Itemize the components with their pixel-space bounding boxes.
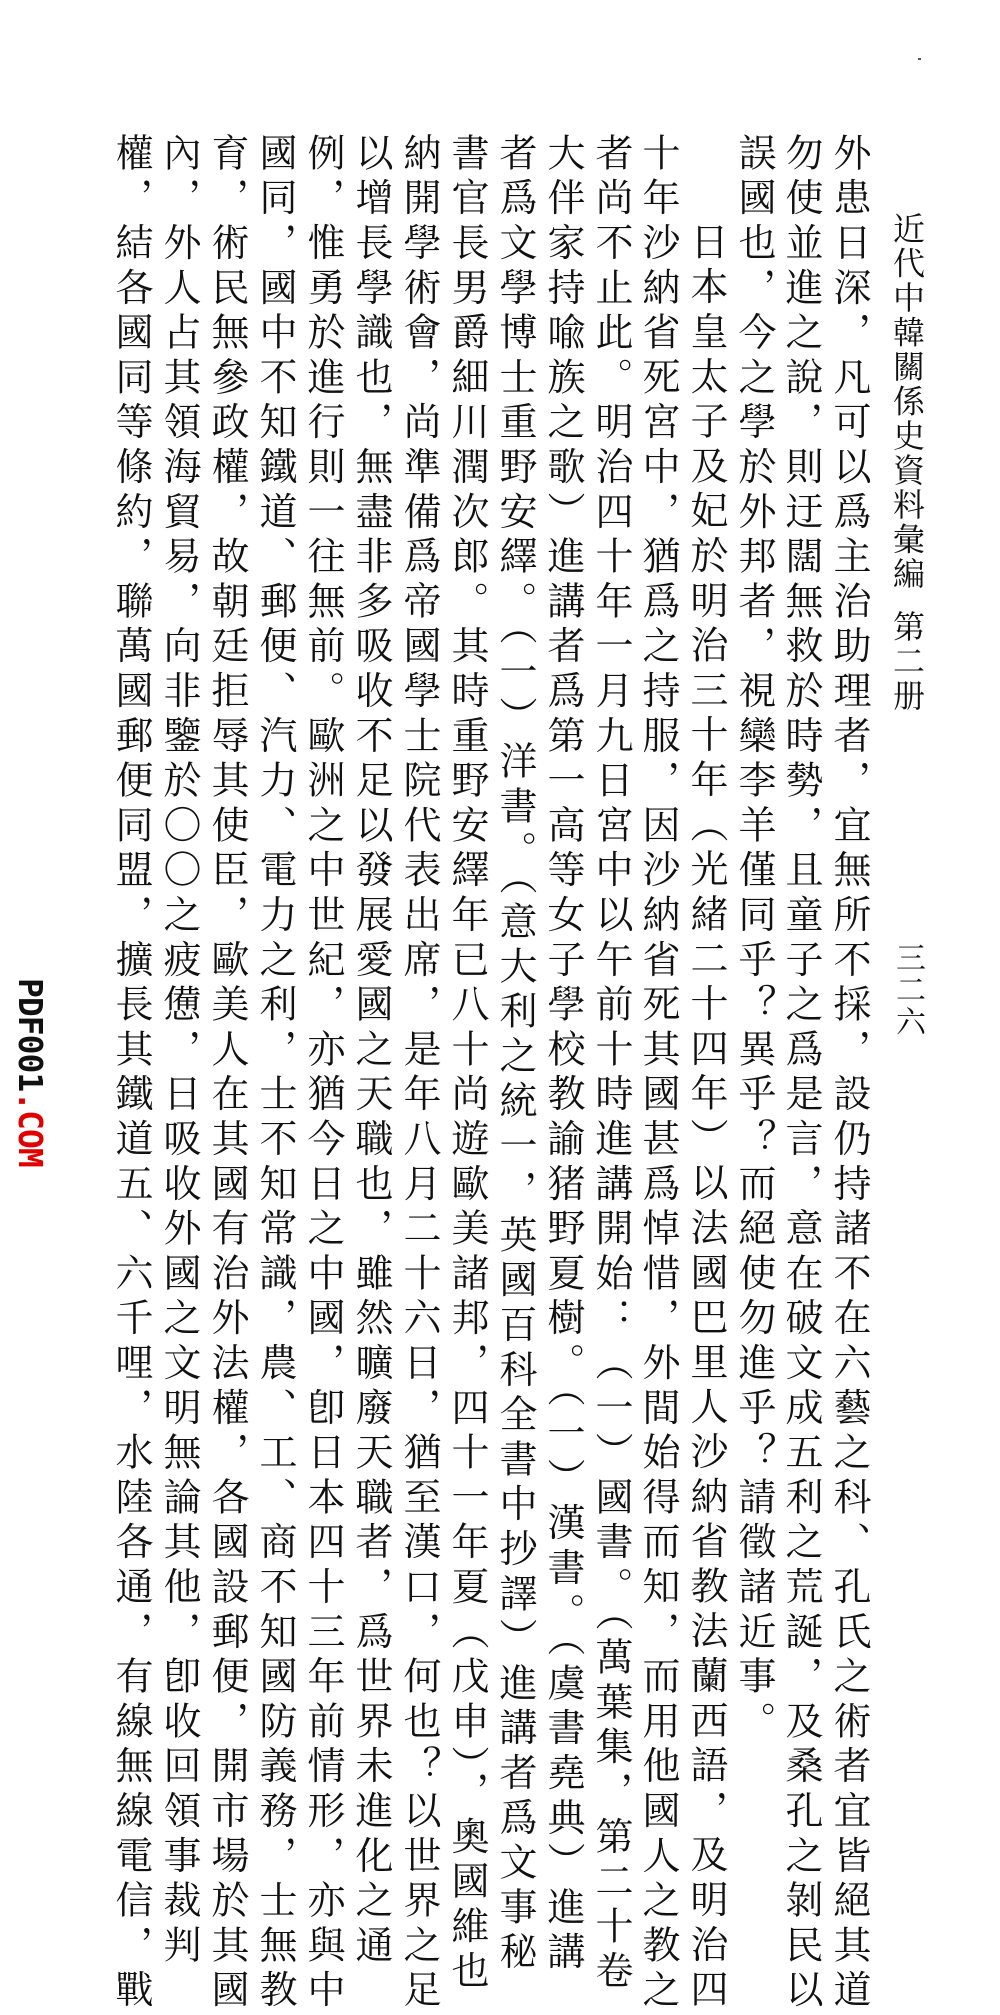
page-number: 三二六 xyxy=(890,942,925,1038)
text-column: 外患日深，凡可以爲主治助理者，宜無所不採，設仍持諸不在六藝之科、孔氏之術者宜皆絕其道 xyxy=(827,133,871,2015)
text-column: 勿使並進之說，則迂闊無救於時勢，且童子之爲是言，意在破文成五利之荒誕，及桑孔之剝民以 xyxy=(779,133,823,2015)
text-column: 日本皇太子及妃於明治三十年（光緒二十四年）以法國巴里人沙納省教法蘭西語，及明治四 xyxy=(684,222,728,2014)
text-column: 大伴家持喩族之歌）進講者爲第一高等女子學校教諭猪野夏樹。（一）漢書。（虞書堯典）進講 xyxy=(541,133,585,1977)
book-title: 近代中韓關係史資料彙編 xyxy=(888,212,926,592)
watermark xyxy=(10,978,50,1167)
text-column: 書官長男爵細川潤次郎。其時重野安繹年已八十尚遊歐美諸邦，四十一年夏（戊申），奧國維也 xyxy=(445,133,489,1996)
text-column: 納開學術會，尚準備爲帝國學士院代表出席，是年八月二十六日，猶至漢口，何也？以世界之足 xyxy=(397,133,441,2015)
text-column: 者尚不止此。明治四十年一月九日宮中以午前十時進講開始：（一）國書。（萬葉集，第二十卷 xyxy=(589,133,633,1996)
text-column: 者爲文學博士重野安繹。（一）洋書。（意大利之統一，英國百科全書中抄譯）進講者爲文事秘 xyxy=(493,133,537,1977)
text-column: 內，外人占其領海貿易，向非鑒於〇〇之疲憊，日吸收外國之文明無論其他，卽收回領事裁判 xyxy=(157,133,201,1970)
watermark-text-main: PDF001 xyxy=(11,978,50,1092)
scan-speck xyxy=(918,58,921,60)
text-column: 國同，國中不知鐵道、郵便、汽力、電力之利，士不知常識，農、工、商不知國防義務，士無教 xyxy=(253,133,297,2015)
text-column: 權，結各國同等條約，聯萬國郵便同盟，擴長其鐵道五、六千哩，水陸各通，有線無線電信，戰 xyxy=(109,133,153,2015)
volume-label: 第二册 xyxy=(888,609,926,713)
text-column: 育，術民無參政權，故朝廷拒辱其使臣，歐美人在其國有治外法權，各國設郵便，開市場於其國 xyxy=(205,133,249,2015)
text-column: 例，惟勇於進行則一往無前。歐洲之中世紀，亦猶今日之中國，卽日本四十三年前情形，亦與中 xyxy=(301,133,345,2015)
watermark-text-domain: .COM xyxy=(11,1091,50,1167)
text-column: 誤國也，今之學於外邦者，視欒李羊僅同乎？異乎？而絕使勿進乎？請徵諸近事。 xyxy=(732,133,776,1746)
text-column: 以增長學識也，無盡非多吸收不足以發展愛國之天職也，雖然曠廢天職者，爲世界未進化之通 xyxy=(349,133,393,1970)
running-header xyxy=(888,212,926,713)
text-column: 十年沙納省死宮中，猶爲之持服，因沙納省死其國甚爲悼惜，外間始得而知，而用他國人之教之 xyxy=(636,133,680,2015)
